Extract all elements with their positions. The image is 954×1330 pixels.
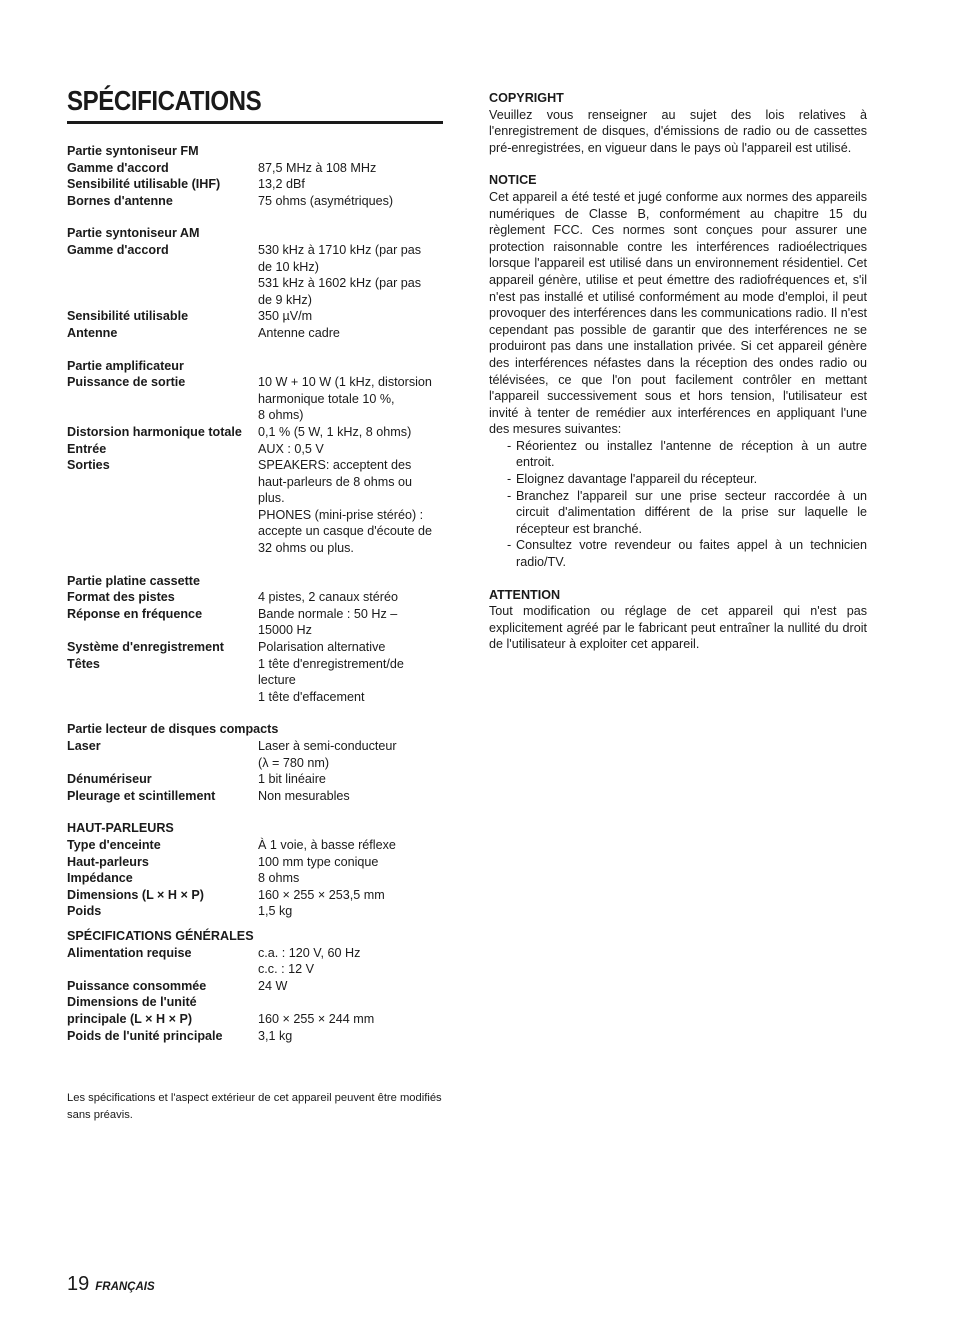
copyright-heading: COPYRIGHT — [489, 91, 564, 105]
attention-text: Tout modification ou réglage de cet appareil qui n'est pas explicitement agréé par le fabricant peut entraîner la nullité du droit de l'utilisateur à exploiter cet appareil. — [489, 604, 867, 652]
spec-value — [258, 160, 444, 177]
page-number: 19 — [67, 1273, 90, 1295]
spec-value — [258, 1028, 444, 1045]
spec-value-line: 13,2 dBf — [258, 177, 305, 192]
page-title: SPÉCIFICATIONS — [67, 85, 262, 116]
spec-row — [67, 325, 447, 342]
spec-row — [67, 606, 447, 639]
notice-heading: NOTICE — [489, 173, 537, 188]
spec-label: Poids de l'unité principale — [67, 1028, 223, 1043]
spec-value — [258, 441, 444, 458]
spec-value — [258, 738, 444, 771]
spec-value-line: 1 tête d'effacement — [258, 689, 365, 704]
spec-label: Bornes d'antenne — [67, 193, 173, 208]
spec-row — [67, 854, 447, 871]
spec-value — [258, 837, 444, 854]
spec-value — [258, 1011, 444, 1028]
spec-row — [67, 788, 447, 805]
spec-row — [67, 1028, 447, 1045]
spec-value — [258, 424, 444, 441]
spec-row — [67, 193, 447, 210]
spec-value-line: 8 ohms — [258, 871, 300, 886]
spec-label: Haut-parleurs — [67, 854, 149, 869]
spec-value-line: 531 kHz à 1602 kHz (par pas — [258, 276, 422, 291]
spec-row — [67, 242, 447, 308]
spec-value-line: 24 W — [258, 978, 288, 993]
spec-label: Laser — [67, 739, 101, 753]
section-cd-player — [67, 721, 447, 804]
spec-row — [67, 738, 447, 771]
spec-row — [67, 903, 447, 920]
spec-value — [258, 606, 444, 639]
spec-label: Puissance consommée — [67, 978, 207, 993]
spec-value — [258, 457, 444, 557]
spec-value-line: AUX : 0,5 V — [258, 441, 324, 456]
spec-value — [258, 193, 444, 210]
language-label: FRANÇAIS — [95, 1281, 155, 1293]
spec-value-line: lecture — [258, 673, 296, 688]
spec-label: Pleurage et scintillement — [67, 788, 216, 803]
spec-value-line: 75 ohms (asymétriques) — [258, 193, 394, 208]
spec-label: principale (L × H × P) — [67, 1011, 193, 1026]
spec-row — [67, 870, 447, 887]
notice-text: Cet appareil a été testé et jugé conforme aux normes des appareils numériques de Classe B, conformément au chapitre 15 du règlement FCC. Ces normes sont conçues pour assurer une protection raisonnable contre les interférences radioélectriques lorsque l'appareil est utilisé dans un environnement résidentiel. Cet appareil génère, utilise et peut émettre des radiofréquences et, s'il n'est pas installé et utilisé conformément au mode d'emploi, il peut provoquer des interférences dans les communications radio. Il n'est cependant pas possible de garantir que des interférences ne se produiront pas dans une installation privée. Si cet appareil génère des interférences néfastes dans la réception des ondes radio ou télévisées, ce que l'on pout facilement contrôler en mettant l'appareil successivement sous et hors tension, l'utilisateur est invité à tenter de remédier aux interférences en appliquant l'une des mesures suivantes: — [489, 189, 867, 437]
spec-value-line: Antenne cadre — [258, 325, 340, 340]
section-heading: Partie syntoniseur AM — [67, 226, 200, 241]
spec-row — [67, 160, 447, 177]
list-item: - Consultez votre revendeur ou faites appel à un technicien radio/TV. — [507, 538, 867, 570]
spec-row — [67, 837, 447, 854]
spec-value — [258, 589, 444, 606]
section-speakers — [67, 820, 447, 920]
spec-row — [67, 994, 447, 1011]
list-item: - Eloignez davantage l'appareil du récepteur. — [507, 472, 758, 487]
notices-column — [489, 90, 867, 653]
spec-label: Poids — [67, 904, 102, 919]
spec-label: Gamme d'accord — [67, 242, 169, 257]
spec-value-line: 0,1 % (5 W, 1 kHz, 8 ohms) — [258, 424, 412, 439]
spec-value-line: plus. — [258, 491, 285, 506]
list-item: - Branchez l'appareil sur une prise secteur raccordée à un circuit d'alimentation différent de la prise sur laquelle le récepteur est branché. — [507, 488, 867, 536]
attention-heading: ATTENTION — [489, 587, 561, 602]
spec-value-line: 1,5 kg — [258, 904, 293, 919]
spec-value-line: 4 pistes, 2 canaux stéréo — [258, 590, 399, 605]
spec-value-line: 1 tête d'enregistrement/de — [258, 656, 404, 671]
spec-value-line: accepte un casque d'écoute de — [258, 524, 432, 539]
spec-label: Distorsion harmonique totale — [67, 424, 242, 439]
spec-value-line: Laser à semi-conducteur — [258, 739, 397, 753]
spec-label: Alimentation requise — [67, 945, 192, 960]
spec-value-line: Polarisation alternative — [258, 640, 386, 655]
spec-value — [258, 771, 444, 788]
spec-value-line: 350 µV/m — [258, 309, 313, 324]
spec-value-line: 8 ohms) — [258, 408, 304, 423]
spec-label: Gamme d'accord — [67, 160, 169, 175]
spec-value — [258, 176, 444, 193]
spec-value-line: haut-parleurs de 8 ohms ou — [258, 474, 413, 489]
spec-row — [67, 639, 447, 656]
spec-value-line: PHONES (mini-prise stéréo) : — [258, 507, 424, 522]
spec-row — [67, 441, 447, 458]
specifications-column — [67, 143, 447, 1044]
spec-label: Réponse en fréquence — [67, 606, 203, 621]
spec-row — [67, 589, 447, 606]
section-fm-tuner — [67, 143, 447, 209]
section-heading: HAUT-PARLEURS — [67, 821, 174, 836]
spec-row — [67, 457, 447, 557]
section-heading: Partie amplificateur — [67, 358, 184, 373]
spec-label: Antenne — [67, 325, 118, 340]
section-general — [67, 928, 447, 1044]
spec-value-line: de 10 kHz) — [258, 259, 319, 274]
spec-label: Format des pistes — [67, 590, 175, 605]
section-heading: Partie lecteur de disques compacts — [67, 722, 279, 737]
spec-value-line: 10 W + 10 W (1 kHz, distorsion — [258, 375, 432, 390]
spec-value — [258, 854, 444, 871]
spec-value — [258, 887, 444, 904]
spec-row — [67, 308, 447, 325]
spec-label: Entrée — [67, 441, 107, 456]
section-amplifier — [67, 358, 447, 557]
spec-value-line: c.a. : 120 V, 60 Hz — [258, 945, 361, 960]
spec-value-line: 15000 Hz — [258, 623, 312, 638]
spec-value — [258, 242, 444, 308]
spec-label: Têtes — [67, 656, 100, 671]
spec-value — [258, 994, 444, 1011]
spec-value-line: 100 mm type conique — [258, 854, 379, 869]
spec-value-line: c.c. : 12 V — [258, 962, 314, 977]
spec-row — [67, 176, 447, 193]
spec-value — [258, 308, 444, 325]
spec-label: Dénumériseur — [67, 772, 152, 787]
spec-row — [67, 656, 447, 706]
spec-label: Sorties — [67, 458, 110, 473]
spec-value-line: 1 bit linéaire — [258, 772, 326, 787]
spec-row — [67, 374, 447, 424]
spec-value-line: 160 × 255 × 244 mm — [258, 1011, 375, 1026]
spec-row — [67, 978, 447, 995]
section-am-tuner — [67, 225, 447, 341]
spec-value-line: SPEAKERS: acceptent des — [258, 458, 412, 473]
spec-value-line: 32 ohms ou plus. — [258, 541, 354, 556]
spec-value — [258, 978, 444, 995]
spec-value-line: À 1 voie, à basse réflexe — [258, 837, 396, 852]
spec-label: Type d'enceinte — [67, 837, 161, 852]
spec-value — [258, 903, 444, 920]
spec-value — [258, 788, 444, 805]
spec-value — [258, 639, 444, 656]
section-heading: Partie syntoniseur FM — [67, 144, 199, 158]
spec-value-line — [258, 994, 444, 1011]
spec-value — [258, 870, 444, 887]
section-heading: Partie platine cassette — [67, 573, 200, 588]
spec-value — [258, 325, 444, 342]
spec-value-line: Non mesurables — [258, 788, 350, 803]
spec-value-line: 3,1 kg — [258, 1028, 293, 1043]
spec-label: Système d'enregistrement — [67, 640, 224, 655]
spec-value-line: (λ = 780 nm) — [258, 755, 330, 770]
spec-row — [67, 771, 447, 788]
list-item: - Réorientez ou installez l'antenne de réception à un autre entroit. — [507, 438, 867, 470]
spec-value-line: 87,5 MHz à 108 MHz — [258, 160, 377, 175]
spec-value-line: 160 × 255 × 253,5 mm — [258, 887, 385, 902]
spec-label: Sensibilité utilisable (IHF) — [67, 177, 221, 192]
spec-value — [258, 945, 444, 978]
spec-value — [258, 656, 444, 706]
spec-value-line: 530 kHz à 1710 kHz (par pas — [258, 242, 422, 257]
spec-row — [67, 945, 447, 978]
copyright-text: Veuillez vous renseigner au sujet des lois relatives à l'enregistrement de disques, d'émissions de radio ou de cassettes pré-enregistrées, en vigueur dans le pays où l'appareil est utilisé. — [489, 107, 867, 155]
title-underline — [67, 121, 443, 124]
spec-label: Dimensions (L × H × P) — [67, 887, 204, 902]
spec-row — [67, 424, 447, 441]
spec-row — [67, 1011, 447, 1028]
notice-list — [489, 438, 867, 571]
spec-label: Sensibilité utilisable — [67, 309, 189, 324]
spec-value-line: Bande normale : 50 Hz – — [258, 606, 398, 621]
page-footer — [67, 1272, 155, 1296]
spec-label: Puissance de sortie — [67, 375, 186, 390]
spec-value-line: harmonique totale 10 %, — [258, 391, 395, 406]
spec-value-line: de 9 kHz) — [258, 292, 312, 307]
spec-value — [258, 374, 444, 424]
footnote: Les spécifications et l'aspect extérieur de cet appareil peuvent être modifiés sans préavis. — [67, 1092, 442, 1121]
spec-row — [67, 887, 447, 904]
spec-label: Dimensions de l'unité — [67, 995, 197, 1010]
section-heading: SPÉCIFICATIONS GÉNÉRALES — [67, 928, 254, 943]
section-cassette-deck — [67, 573, 447, 706]
spec-label: Impédance — [67, 871, 133, 886]
